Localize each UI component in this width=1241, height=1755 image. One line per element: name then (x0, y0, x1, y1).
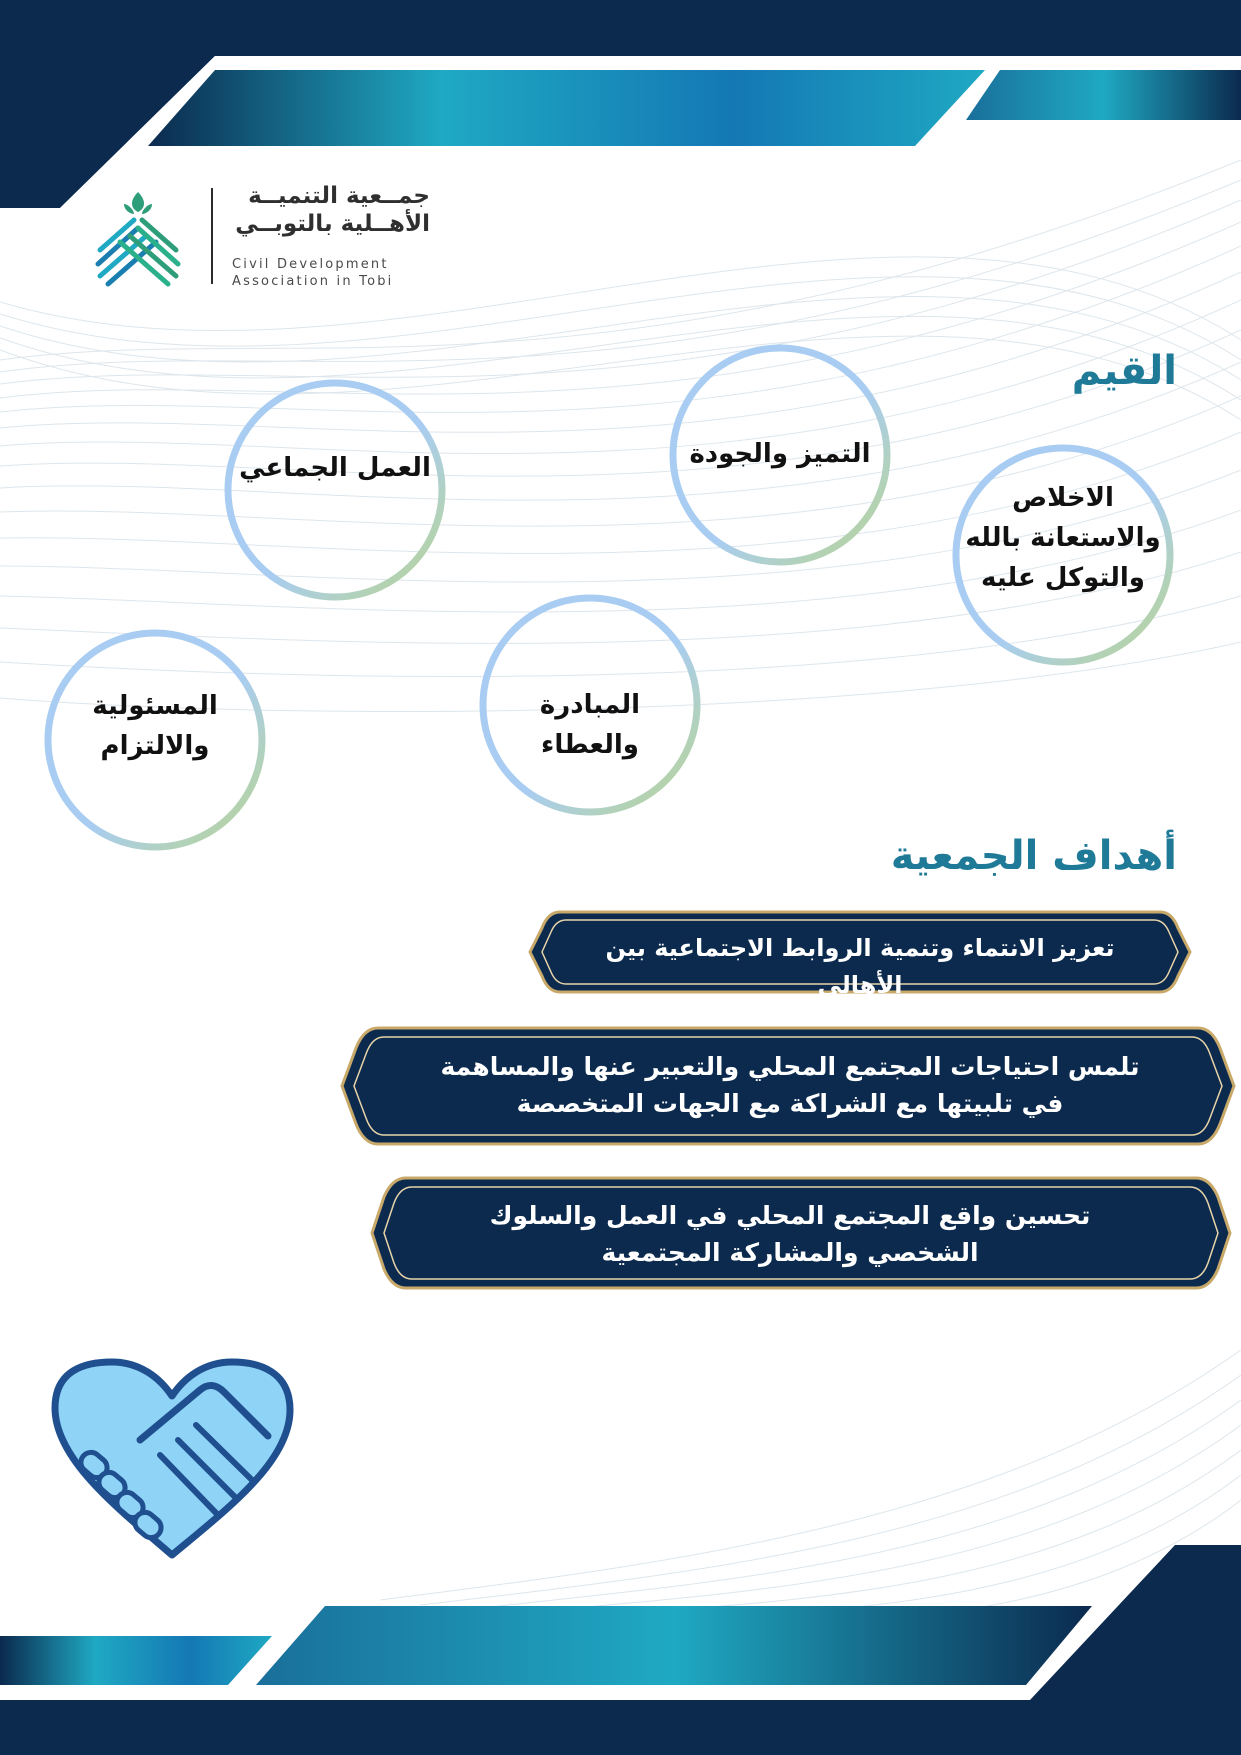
association-logo (90, 182, 430, 292)
value-item-5: المسئولية والالتزام (92, 691, 218, 761)
logo-name-english-line2: Association in Tobi (232, 274, 394, 289)
values-title: القيم (1071, 348, 1177, 394)
goal-item-3: تحسين واقع المجتمع المحلي في العمل والسلوك الشخصي والمشاركة المجتمعية (489, 1201, 1091, 1267)
logo-name-english (232, 256, 394, 290)
wave-lines-bottom (380, 1350, 1241, 1630)
bottom-teal-band (256, 1606, 1092, 1685)
goal-item-2: تلمس احتياجات المجتمع المحلي والتعبير عنها والمساهمة في تلبيتها مع الشراكة مع الجهات المتخصصة (440, 1052, 1140, 1118)
bottom-teal-band-left (0, 1636, 272, 1685)
logo-name-arabic-line2: الأهــلية بالتوبــي (235, 211, 430, 237)
goals-title: أهداف الجمعية (890, 833, 1177, 879)
logo-divider (211, 188, 213, 284)
goal-item-1: تعزيز الانتماء وتنمية الروابط الاجتماعية بين الأهالي (605, 934, 1115, 999)
value-item-2: التميز والجودة (689, 439, 871, 469)
top-teal-band (148, 70, 985, 146)
logo-name-english-line1: Civil Development (232, 257, 389, 272)
value-item-4: المبادرة والعطاء (539, 690, 641, 760)
value-item-3: العمل الجماعي (239, 453, 431, 483)
heart-handshake-icon (55, 1362, 290, 1555)
top-teal-band-right (966, 70, 1241, 120)
value-circle-3 (228, 383, 442, 597)
logo-name-arabic (220, 182, 430, 238)
logo-mark-icon (90, 190, 186, 294)
logo-name-arabic-line1: جمــعية التنميــة (248, 183, 430, 209)
value-item-1: الاخلاص والاستعانة بالله والتوكل عليه (965, 483, 1161, 593)
bottom-bar (0, 1700, 1241, 1755)
